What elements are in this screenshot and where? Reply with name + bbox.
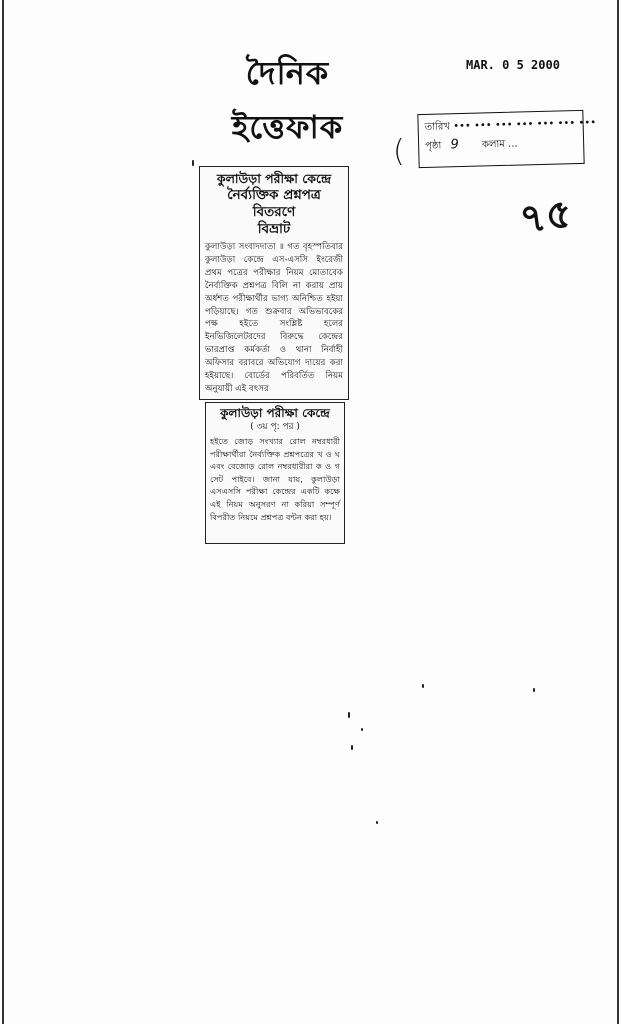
news-clipping-main: [199, 166, 349, 400]
continued-marker: [205, 397, 343, 400]
headline-line-3: বিভ্রাট: [257, 221, 291, 237]
page-right-edge: [617, 0, 619, 1024]
stamp-date-row: তারিখ ••• ••• ••• ••• ••• ••• •••: [424, 117, 597, 133]
scan-speck: [422, 684, 424, 688]
scan-speck: [348, 712, 350, 718]
stamp-column-label: কলাম: [481, 138, 506, 151]
headline-line-2: নৈর্ব্যক্তিক প্রশ্নপত্র বিতরণে: [227, 187, 321, 220]
handwritten-number: ৭৫: [516, 189, 575, 244]
headline-line-1: কুলাউড়া পরীক্ষা কেন্দ্রে: [216, 171, 332, 186]
date-stamp: MAR. 0 5 2000: [466, 58, 560, 72]
page-left-edge: [2, 0, 4, 1024]
scan-speck: [351, 745, 353, 750]
stamp-page-row: [425, 133, 577, 156]
scan-speck: [376, 821, 378, 824]
news-clipping-continuation: [205, 402, 345, 544]
scan-speck: [192, 160, 194, 166]
continuation-reference: ( ৩য় পৃ: পর ): [250, 422, 300, 432]
continuation-headline: কুলাউড়া পরীক্ষা কেন্দ্রে: [220, 406, 330, 420]
article-body: কুলাউড়া সংবাদদাতা ॥ গত বৃহস্পতিবার কুলাউড়া কেন্দ্রে এস-এসসি ইংরেজী প্রথম পত্রের পরীক্ষার নিয়ম মোতাবেক নৈর্ব্যক্তিক প্রশ্নপত্র বিলি না করায় প্রায় অর্ধশত পরীক্ষার্থীর ভাগ্য অনিশ্চিত হইয়া পড়িয়াছে। গত শুক্রবার অভিভাবকের পক্ষ হইতে সংশ্লিষ্ট হলের ইনভিজিলেটরদের বিরুদ্ধে কেন্দ্রের ভারপ্রাপ্ত কর্মকর্তা ও থানা নির্বাহী অফিসার বরাবরে অভিযোগ দায়ের করা হইয়াছে। বোর্ডের পরিবর্তিত নিয়ম অনুযায়ী এই বৎসর: [205, 242, 343, 394]
scan-speck: [361, 728, 363, 731]
stamp-page-value: 9: [450, 137, 460, 153]
clipping-reference-stamp: [417, 110, 597, 168]
stamp-column-value: ...: [507, 138, 518, 150]
stamp-bracket-mark: (: [393, 134, 405, 169]
scan-speck: [533, 688, 535, 692]
stamp-page-label: পৃষ্ঠা: [425, 140, 442, 152]
continuation-body: হইতে জোড় সংখ্যার রোল নম্বরধারী পরীক্ষার্থীরা নৈর্ব্যক্তিক প্রশ্নপত্রের খ ও ঘ এবং বেজোড় রোল নম্বরধারীরা ক ও গ সেট পাইবে। জানা যায়, কুলাউড়া এসএসসি পরীক্ষা কেন্দ্রের একটি কক্ষে এই নিয়ম অনুসরণ না করিয়া সম্পূর্ণ বিপরীত নিয়মে প্রশ্নপত্র বন্টন করা হয়।: [210, 436, 340, 522]
newspaper-masthead: দৈনিক ইত্তেফাক: [231, 54, 344, 146]
